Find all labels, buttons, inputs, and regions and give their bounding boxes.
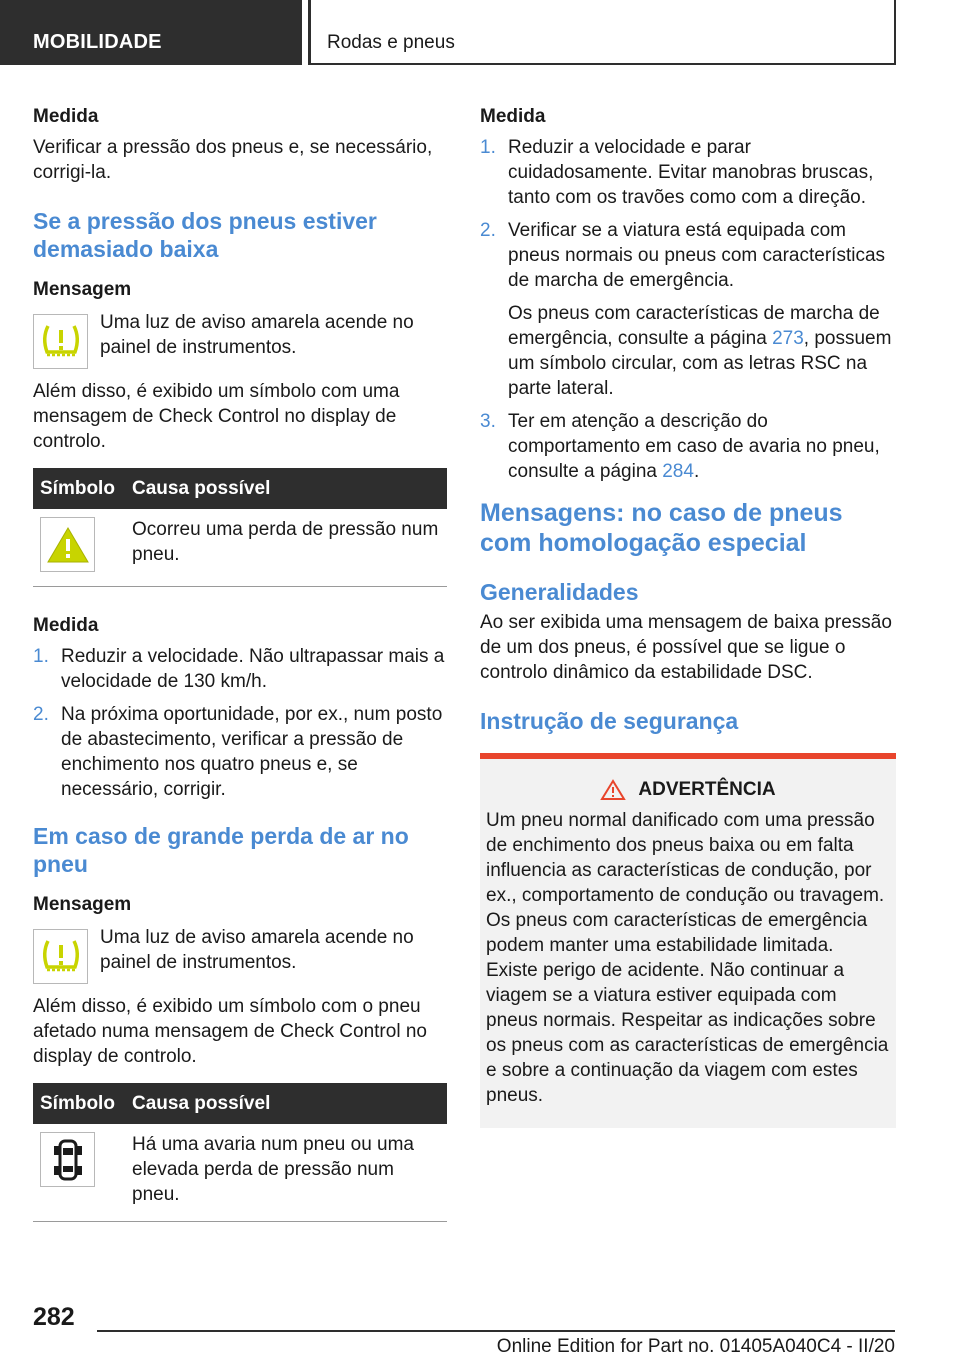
warning-triangle-icon: [600, 779, 626, 801]
message-row: [33, 310, 447, 369]
section-heading-air-loss: Em caso de grande perda de ar no pneu: [33, 823, 409, 877]
step-subparagraph: [480, 301, 896, 401]
list-item: [480, 135, 896, 210]
table-header-symbol: Símbolo: [33, 468, 125, 509]
extra-text-2: Além disso, é exibido um símbolo com o pneu afetado numa mensagem de Check Control no display de controlo.: [33, 996, 427, 1067]
list-item: [480, 409, 896, 484]
warning-label: ADVERTÊNCIA: [638, 779, 776, 800]
step-text: [508, 409, 896, 484]
measure-heading-2: Medida: [33, 615, 99, 636]
step-number: 1.: [480, 137, 496, 158]
measure-steps: [33, 644, 447, 802]
message-text-2: Uma luz de aviso amarela acende no painel de instrumentos.: [100, 927, 414, 973]
section-heading-low-pressure: Se a pressão dos pneus estiver demasiado baixa: [33, 208, 377, 262]
table-cause: Há uma avaria num pneu ou uma elevada perda de pressão num pneu.: [125, 1124, 447, 1222]
measure-heading-right: Medida: [480, 106, 546, 127]
warning-triangle-icon: [40, 517, 95, 572]
list-item: [33, 644, 447, 694]
measure-heading: Medida: [33, 106, 99, 127]
extra-text: Além disso, é exibido um símbolo com uma mensagem de Check Control no display de controlo.: [33, 381, 400, 452]
step-number: 2.: [33, 704, 49, 725]
safety-heading: Instrução de segurança: [480, 708, 739, 734]
table-cause: Ocorreu uma perda de pressão num pneu.: [125, 509, 447, 587]
right-steps-cont: [480, 409, 896, 484]
list-item: [480, 218, 896, 293]
page-link-273[interactable]: 273: [772, 328, 804, 349]
message-row-2: [33, 925, 447, 984]
table-header-symbol: Símbolo: [33, 1083, 125, 1124]
general-heading: Generalidades: [480, 579, 639, 605]
step-text: Reduzir a velocidade. Não ultrapassar mais a velocidade de 130 km/h.: [61, 646, 445, 692]
symbol-table-1: [33, 468, 447, 587]
step-text: Na próxima oportunidade, por ex., num posto de abastecimento, verificar a pressão de enchimento nos quatro pneus e, se necessário, corrigir.: [61, 704, 443, 800]
general-text: Ao ser exibida uma mensagem de baixa pressão de um dos pneus, é possível que se ligue o controlo dinâmico da estabilidade DSC.: [480, 612, 892, 683]
table-row: [33, 1124, 447, 1222]
table-row: [33, 509, 447, 587]
warning-text: Um pneu normal danificado com uma pressão de enchimento dos pneus baixa ou em falta influencia as características de condução, por ex., comportamento de condução ou travagem. Os pneus com características de emergência podem manter uma estabilidade limitada. Existe perigo de acidente. Não continuar a viagem se a viatura estiver equipada com pneus normais. Respeitar as indicações sobre os pneus com as características de emergência e sobre a continuação da viagem com estes pneus.: [486, 810, 889, 1106]
message-text: Uma luz de aviso amarela acende no painel de instrumentos.: [100, 312, 414, 358]
warning-box: [480, 753, 896, 1128]
step3-text-post: .: [693, 461, 700, 482]
symbol-table-2: [33, 1083, 447, 1222]
header-divider-gap: [302, 0, 308, 65]
tire-pressure-warning-icon: [33, 929, 88, 984]
header-chapter-title: Rodas e pneus: [311, 0, 896, 65]
step-number: 3.: [480, 411, 496, 432]
edition-info: Online Edition for Part no. 01405A040C4 - II/20: [496, 1336, 895, 1357]
table-header-cause: Causa possível: [125, 468, 447, 509]
left-column: [33, 104, 447, 1222]
step3-text-pre: Ter em atenção a descrição do comportamento em caso de avaria no pneu, consulte a página: [508, 411, 880, 482]
warning-header: [486, 777, 890, 802]
step-number: 2.: [480, 220, 496, 241]
page-link-284[interactable]: 284: [662, 461, 694, 482]
page-number: 282: [33, 1303, 75, 1331]
right-steps: [480, 135, 896, 293]
step-number: 1.: [33, 646, 49, 667]
sub-text-post: , possuem um símbolo circular, com as letras RSC na parte lateral.: [508, 328, 892, 399]
footer-rule: [97, 1330, 895, 1332]
step-text: Verificar se a viatura está equipada com pneus normais ou pneus com características de marcha de emergência.: [508, 220, 886, 291]
sub-text-pre: Os pneus com características de marcha de emergência, consulte a página: [508, 303, 880, 349]
message-heading-2: Mensagem: [33, 894, 132, 915]
car-top-view-icon: [40, 1132, 95, 1187]
header-section-label: MOBILIDADE: [0, 0, 299, 65]
list-item: [33, 702, 447, 802]
tire-pressure-warning-icon: [33, 314, 88, 369]
right-column: [480, 104, 896, 1128]
step-text: Reduzir a velocidade e parar cuidadosamente. Evitar manobras bruscas, tanto com os travões como com a direção.: [508, 137, 874, 208]
table-header-cause: Causa possível: [125, 1083, 447, 1124]
measure-text: Verificar a pressão dos pneus e, se necessário, corrigi-la.: [33, 137, 433, 183]
message-heading: Mensagem: [33, 279, 132, 300]
section-heading-special-tires: Mensagens: no caso de pneus com homologação especial: [480, 499, 843, 557]
